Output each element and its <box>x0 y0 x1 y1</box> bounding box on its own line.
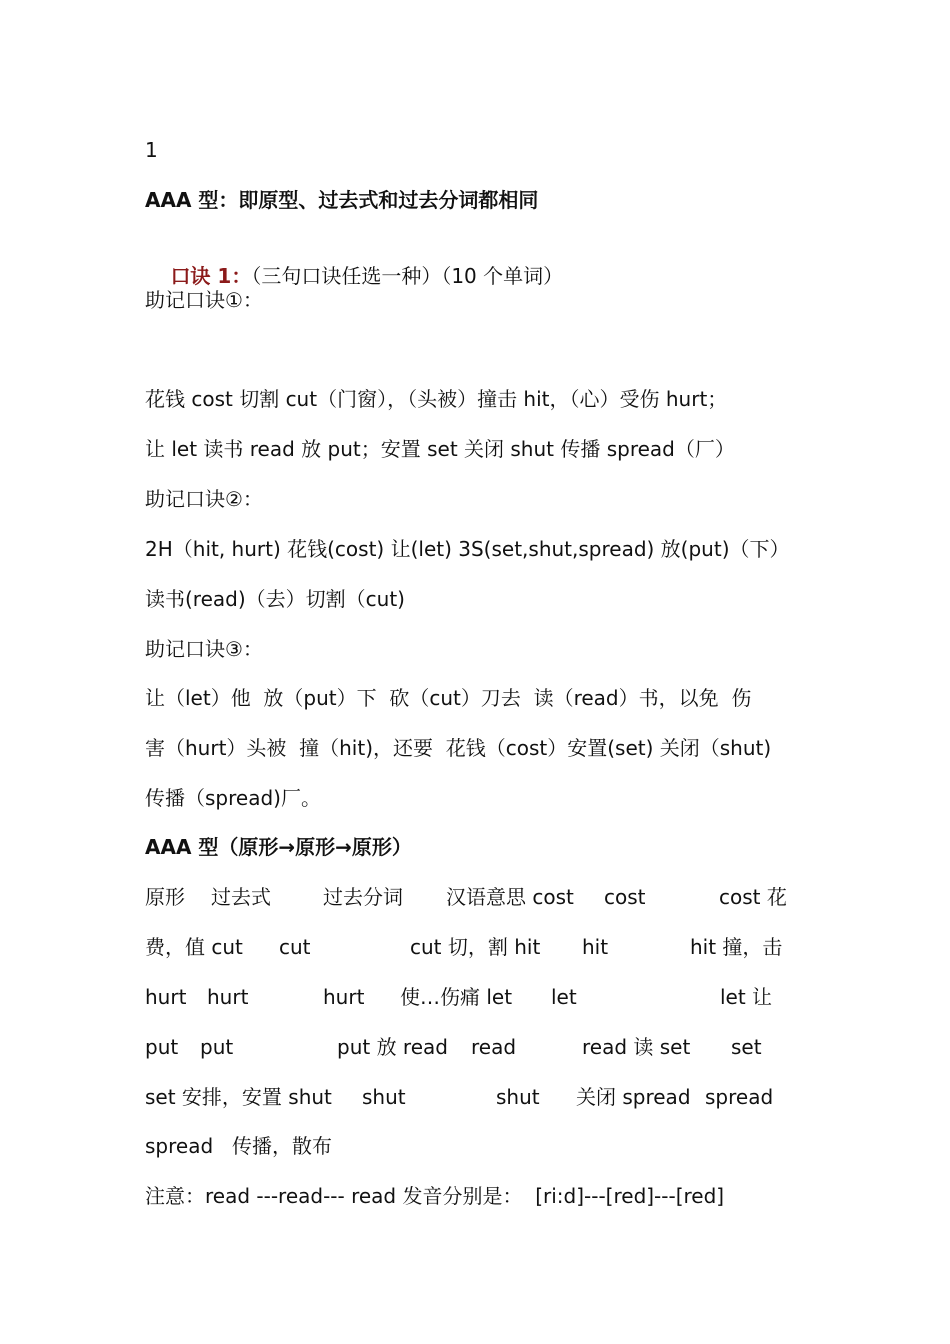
table-cell: put <box>145 1035 179 1059</box>
table-cell: hurt <box>323 985 365 1009</box>
mnemonic-a-title: 助记口诀①： <box>145 288 263 312</box>
table-cell: hurt <box>145 985 187 1009</box>
mnemonic-b-line2: 读书(read)（去）切割（cut) <box>145 587 405 611</box>
table-cell: 使…伤痛 let <box>400 985 513 1009</box>
table-heading: AAA 型（原形→原形→原形） <box>145 835 412 859</box>
table-cell: shut <box>496 1085 540 1109</box>
mnemonic-b-line1: 2H（hit, hurt) 花钱(cost) 让(let) 3S(set,shut,spread) 放(put)（下） <box>145 537 790 561</box>
pronunciation-note: 注意：read ---read--- read 发音分别是： [ri:d]---[red]---[red] <box>145 1184 725 1208</box>
table-cell: let <box>551 985 577 1009</box>
mnemonic-a-line1: 花钱 cost 切割 cut（门窗），（头被）撞击 hit，（心）受伤 hurt； <box>145 387 728 411</box>
table-cell: 过去式 <box>211 885 271 909</box>
table-cell: set 安排，安置 shut <box>145 1085 332 1109</box>
mnemonic-1-label: 口诀 1： <box>170 264 252 288</box>
mnemonic-1-note: （三句口诀任选一种）（10 个单词） <box>251 264 564 288</box>
table-cell: hit <box>582 935 609 959</box>
mnemonic-b-title: 助记口诀②： <box>145 487 263 511</box>
table-cell: 原形 <box>145 885 185 909</box>
table-cell: cost <box>604 885 646 909</box>
table-cell: 汉语意思 cost <box>446 885 574 909</box>
table-cell: put 放 read <box>337 1035 448 1059</box>
table-cell: 过去分词 <box>323 885 403 909</box>
mnemonic-a-line2: 让 let 读书 read 放 put；安置 set 关闭 shut 传播 spread（厂） <box>145 437 735 461</box>
table-cell: hit 撞，击 <box>690 935 783 959</box>
table-cell: put <box>200 1035 234 1059</box>
table-cell: read 读 set <box>582 1035 691 1059</box>
table-cell: let 让 <box>720 985 773 1009</box>
table-cell: hurt <box>207 985 249 1009</box>
page-number: 1 <box>145 138 158 162</box>
table-cell: 传播，散布 <box>232 1134 332 1158</box>
mnemonic-c-title: 助记口诀③： <box>145 637 263 661</box>
table-cell: spread <box>145 1134 214 1158</box>
mnemonic-c-line1: 让（let）他 放（put）下 砍（cut）刀去 读（read）书，以免 伤 <box>145 686 752 710</box>
table-cell: set <box>731 1035 762 1059</box>
mnemonic-c-line2: 害（hurt）头被 撞（hit)，还要 花钱（cost）安置(set) 关闭（shut) <box>145 736 772 760</box>
table-cell: read <box>471 1035 517 1059</box>
table-cell: cut <box>279 935 311 959</box>
table-cell: cut 切，割 hit <box>410 935 541 959</box>
table-cell: spread <box>705 1085 774 1109</box>
table-cell: cost 花 <box>719 885 787 909</box>
table-cell: 费，值 cut <box>145 935 243 959</box>
table-cell: shut <box>362 1085 406 1109</box>
heading-aaa-type: AAA 型：即原型、过去式和过去分词都相同 <box>145 188 539 212</box>
table-cell: 关闭 spread <box>576 1085 691 1109</box>
mnemonic-c-line3: 传播（spread)厂。 <box>145 786 321 810</box>
